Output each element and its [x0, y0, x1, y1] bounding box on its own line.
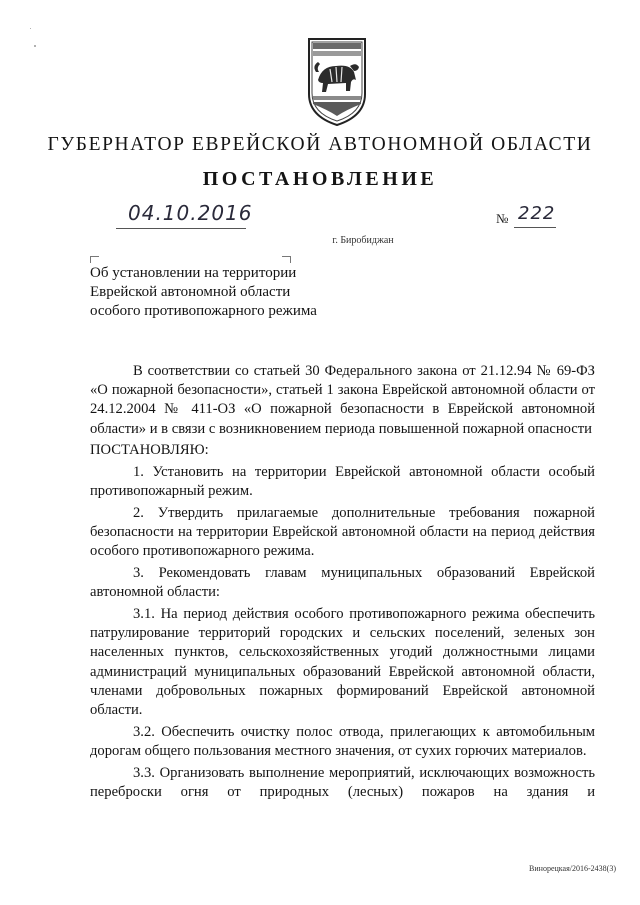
- item-3-3: 3.3. Организовать выполнение мероприятий, исключающих возможность переброски огня от природных (лесных) пожаров на здания и: [90, 764, 595, 800]
- subject-line: Еврейской автономной области: [90, 284, 291, 300]
- date-underline: [116, 228, 246, 229]
- subject-line: Об установлении на территории: [90, 265, 297, 281]
- number-label: №: [496, 211, 509, 226]
- governor-title: ГУБЕРНАТОР ЕВРЕЙСКОЙ АВТОНОМНОЙ ОБЛАСТИ: [47, 134, 593, 155]
- scan-speck: [30, 28, 31, 29]
- item-3-2: 3.2. Обеспечить очистку полос отвода, прилегающих к автомобильным дорогам общего пользования местного значения, от сухих горючих материалов.: [90, 723, 595, 759]
- subject-corner-right: [282, 256, 291, 263]
- item-1: 1. Установить на территории Еврейской автономной области особый противопожарный режим.: [90, 464, 595, 500]
- document-number: 222: [518, 203, 556, 224]
- document-date: 04.10.2016: [128, 201, 253, 225]
- document-body: [90, 362, 595, 804]
- item-3: 3. Рекомендовать главам муниципальных образований Еврейской автономной области:: [90, 565, 595, 601]
- subject-corner-left: [90, 256, 99, 263]
- preamble-paragraph: В соответствии со статьей 30 Федерального закона от 21.12.94 № 69-ФЗ «О пожарной безопасности», статьей 1 закона Еврейской автономной области от 24.12.2004 № 411-ОЗ «О пожарной безопасности в Еврейской автономной области» и в связи с возникновением периода повышенной пожарной опасности: [90, 363, 595, 437]
- subject-line: особого противопожарного режима: [90, 303, 317, 319]
- city-name: г. Биробиджан: [332, 235, 394, 246]
- number-underline: [514, 227, 556, 228]
- decree-heading: ПОСТАНОВЛЯЮ:: [90, 442, 209, 459]
- item-3-1: 3.1. На период действия особого противопожарного режима обеспечить патрулирование территорий городских и сельских поселений, зеленых зон населенных пунктов, сельскохозяйственных угодий должностными лицами администраций муниципальных образований Еврейской автономной области, членами добровольных пожарных формирований Еврейской автономной области.: [90, 605, 595, 718]
- tiger-coat-of-arms-icon: [306, 36, 368, 128]
- footer-code: Винорецкая/2016-2438(3): [529, 864, 616, 873]
- document-type: ПОСТАНОВЛЕНИЕ: [202, 168, 438, 190]
- item-2: 2. Утвердить прилагаемые дополнительные требования пожарной безопасности на территории Еврейской автономной области на период действия особого противопожарного режима.: [90, 504, 595, 560]
- scan-speck: [34, 45, 36, 47]
- document-subject: [90, 264, 390, 321]
